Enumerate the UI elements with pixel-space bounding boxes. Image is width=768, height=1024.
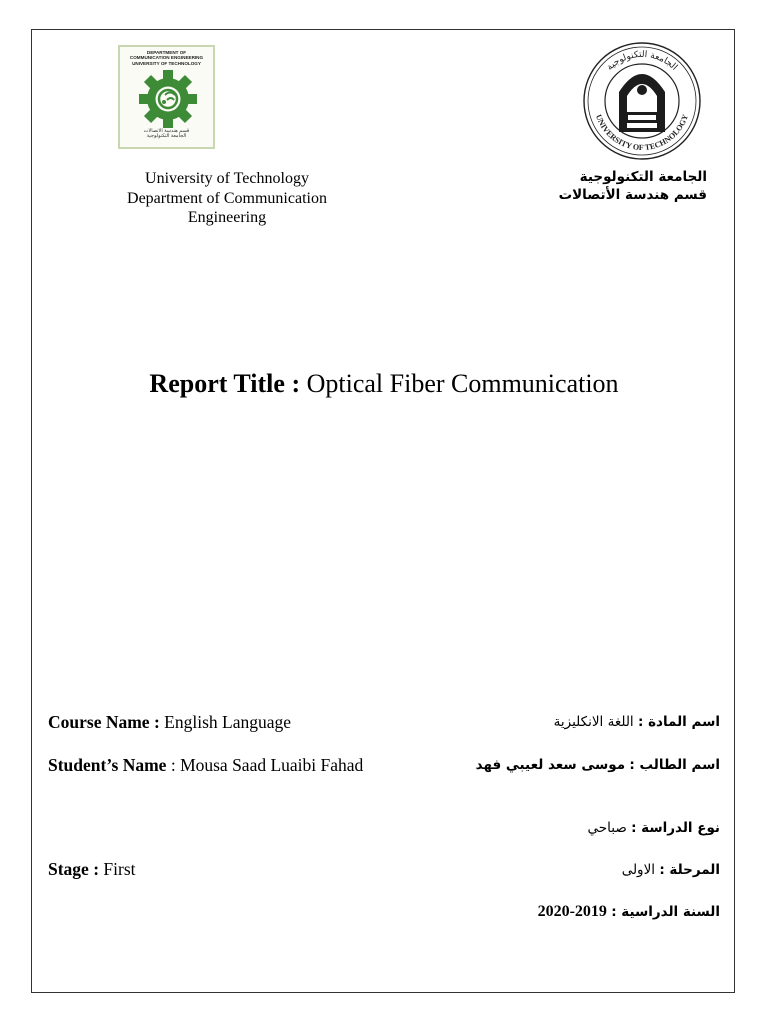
- university-name: University of Technology: [145, 170, 309, 187]
- student-name-ar: [476, 755, 720, 775]
- student-name-label: Student’s Name: [48, 755, 167, 775]
- study-type-ar: [588, 818, 720, 838]
- stage-ar: [622, 860, 720, 880]
- department-name-line2: Engineering: [187, 209, 267, 226]
- gear-icon: [132, 69, 204, 129]
- academic-year-label-ar: السنة الدراسية :: [611, 904, 720, 920]
- study-type-value-ar: صباحي: [587, 820, 627, 836]
- report-title-value: Optical Fiber Communication: [306, 369, 619, 398]
- stage-value-ar: الاولى: [621, 862, 656, 878]
- department-logo-arabic: قسم هندسة الاتصالات الجامعة التكنولوجية: [143, 128, 190, 140]
- stage-value: First: [103, 859, 136, 879]
- course-name-label: Course Name :: [48, 712, 160, 732]
- course-name-value-ar: اللغة الانكليزية: [553, 714, 634, 730]
- department-name-line1: Department of Communication: [127, 189, 327, 207]
- stage-label: Stage :: [48, 859, 100, 879]
- stage-label-ar: المرحلة :: [659, 862, 720, 878]
- student-name-value: : Mousa Saad Luaibi Fahad: [170, 755, 364, 775]
- course-name-value: English Language: [164, 712, 291, 732]
- english-header: [100, 169, 354, 228]
- course-name-label-ar: اسم المادة :: [637, 714, 720, 730]
- student-name-value-ar: موسى سعد لعيبي فهد: [475, 757, 626, 773]
- department-name-arabic: قسم هندسة الأتصالات: [558, 187, 707, 203]
- student-name-en: [48, 755, 378, 776]
- report-title: [0, 366, 768, 402]
- course-name-ar: [554, 712, 720, 732]
- university-seal-icon: [581, 42, 703, 160]
- seal-ring-arabic: الجامعة التكنولوجية: [605, 49, 680, 73]
- university-name-arabic: الجامعة التكنولوجية: [579, 169, 707, 185]
- report-title-label: Report Title :: [149, 369, 301, 398]
- department-logo: [118, 45, 215, 149]
- academic-year-ar: [538, 902, 720, 922]
- arabic-header: [540, 168, 707, 204]
- stage-en: [48, 859, 248, 880]
- department-logo-caption: DEPARTMENT OF COMMUNICATION ENGINEERING UNIVERSITY OF TECHNOLOGY: [129, 50, 204, 66]
- course-name-en: [48, 712, 368, 733]
- seal-ring-english: UNIVERSITY OF TECHNOLOGY: [593, 113, 691, 153]
- student-name-label-ar: اسم الطالب :: [629, 757, 720, 773]
- academic-year-value: 2020-2019: [537, 903, 607, 920]
- study-type-label-ar: نوع الدراسة :: [631, 820, 720, 836]
